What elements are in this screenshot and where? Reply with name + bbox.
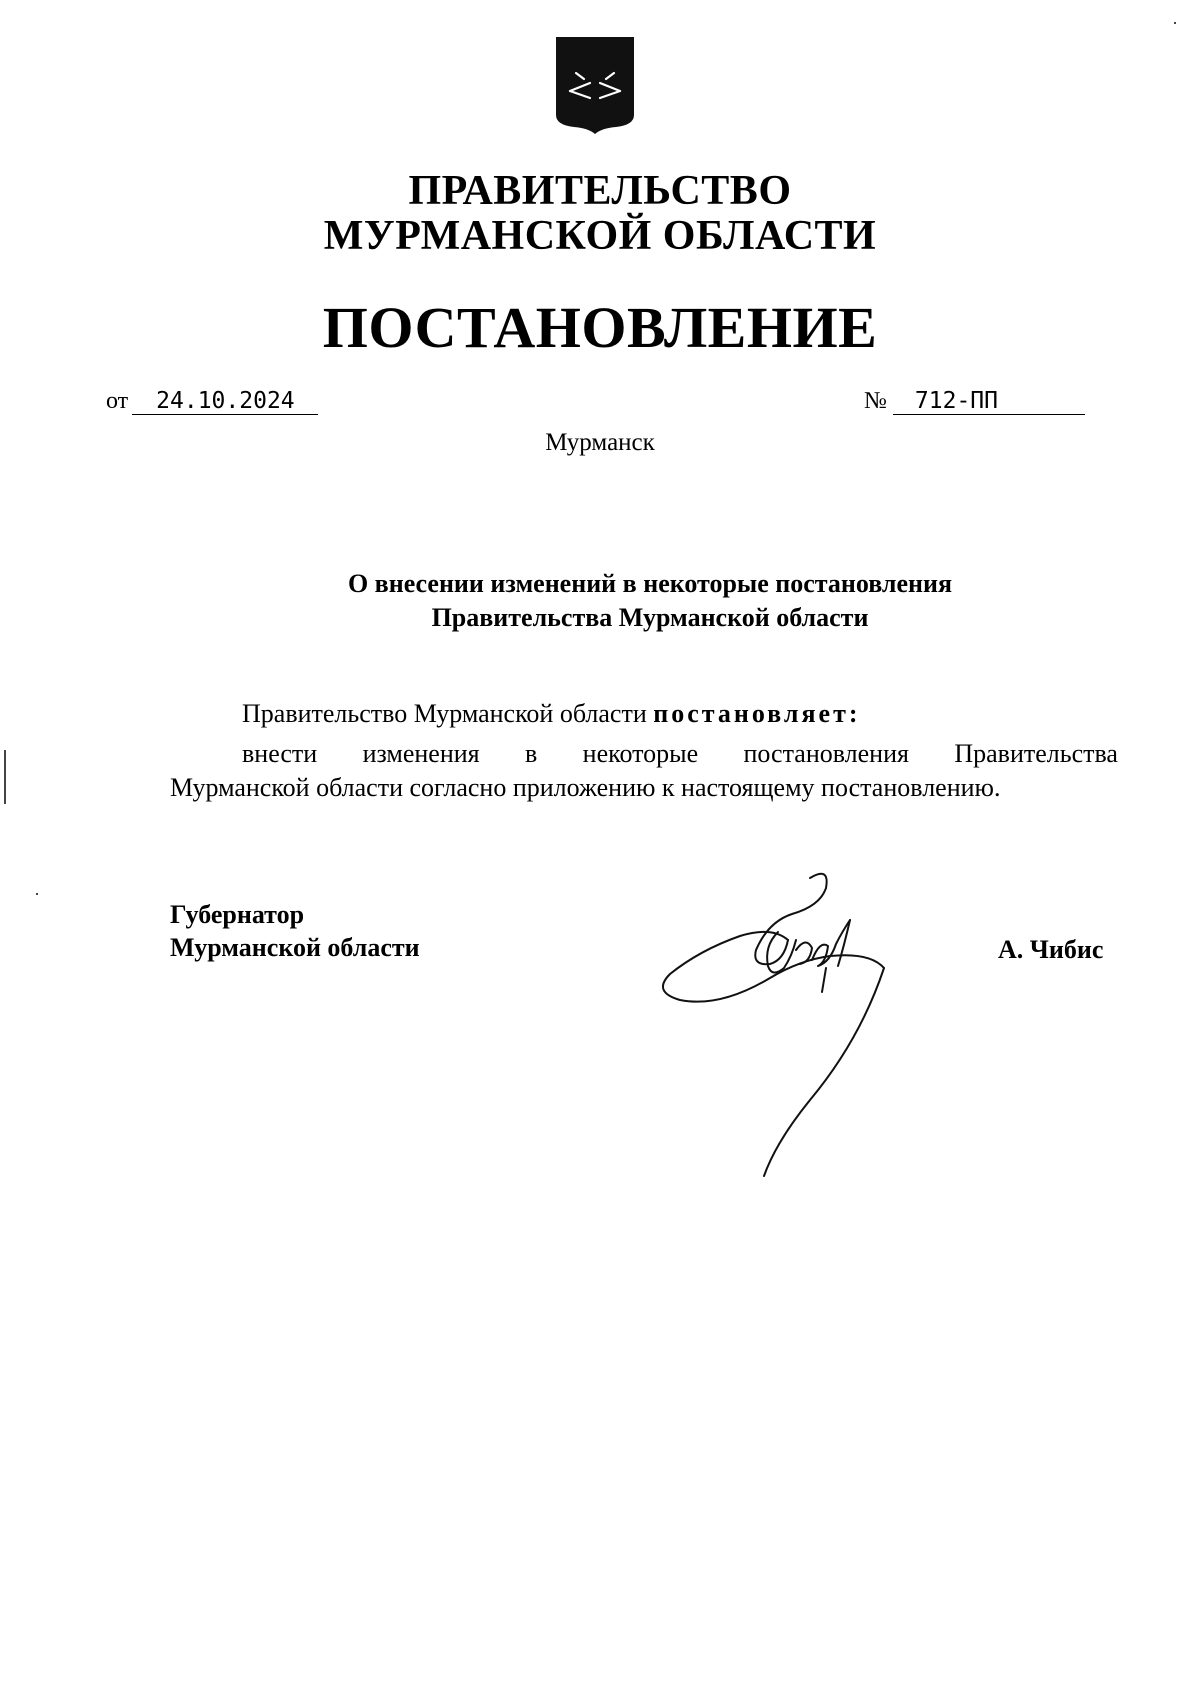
body-word: некоторые <box>582 739 699 768</box>
signer-title-line1: Губернатор <box>170 900 305 929</box>
signer-name: А. Чибис <box>998 935 1104 964</box>
subject-line2: Правительства Мурманской области <box>431 603 869 632</box>
number-prefix: № <box>864 388 887 414</box>
date-prefix: от <box>106 388 129 414</box>
government-name-line2: МУРМАНСКОЙ ОБЛАСТИ <box>323 213 877 259</box>
date-value: 24.10.2024 <box>132 388 318 415</box>
date-field <box>106 386 318 416</box>
scan-margin-mark <box>4 750 6 804</box>
signer-title <box>170 898 420 964</box>
body-word: внести <box>242 739 318 768</box>
handwritten-signature-icon <box>660 870 960 1180</box>
preamble-lead: Правительство Мурманской области <box>242 699 647 728</box>
subject-line1: О внесении изменений в некоторые постановления <box>347 569 953 598</box>
number-field <box>864 386 1085 416</box>
number-value: 712-ПП <box>893 388 1085 415</box>
body-word: постановления <box>743 739 909 768</box>
scan-speck <box>36 893 38 895</box>
body-line2: Мурманской области согласно приложению к настоящему постановлению. <box>170 773 1001 802</box>
document-subject <box>310 567 990 635</box>
body-word: в <box>525 739 538 768</box>
signer-title-line2: Мурманской области <box>170 933 420 962</box>
preamble <box>242 697 861 731</box>
murmansk-coat-of-arms-icon <box>554 35 636 135</box>
city: Мурманск <box>545 429 655 456</box>
government-name-line1: ПРАВИТЕЛЬСТВО <box>408 168 792 214</box>
body-line1 <box>242 737 1118 771</box>
body-word: изменения <box>362 739 480 768</box>
body-word: Правительства <box>954 739 1118 768</box>
preamble-verb: постановляет: <box>653 699 861 728</box>
document-type-title: ПОСТАНОВЛЕНИЕ <box>322 295 878 360</box>
scan-speck <box>1174 22 1176 24</box>
